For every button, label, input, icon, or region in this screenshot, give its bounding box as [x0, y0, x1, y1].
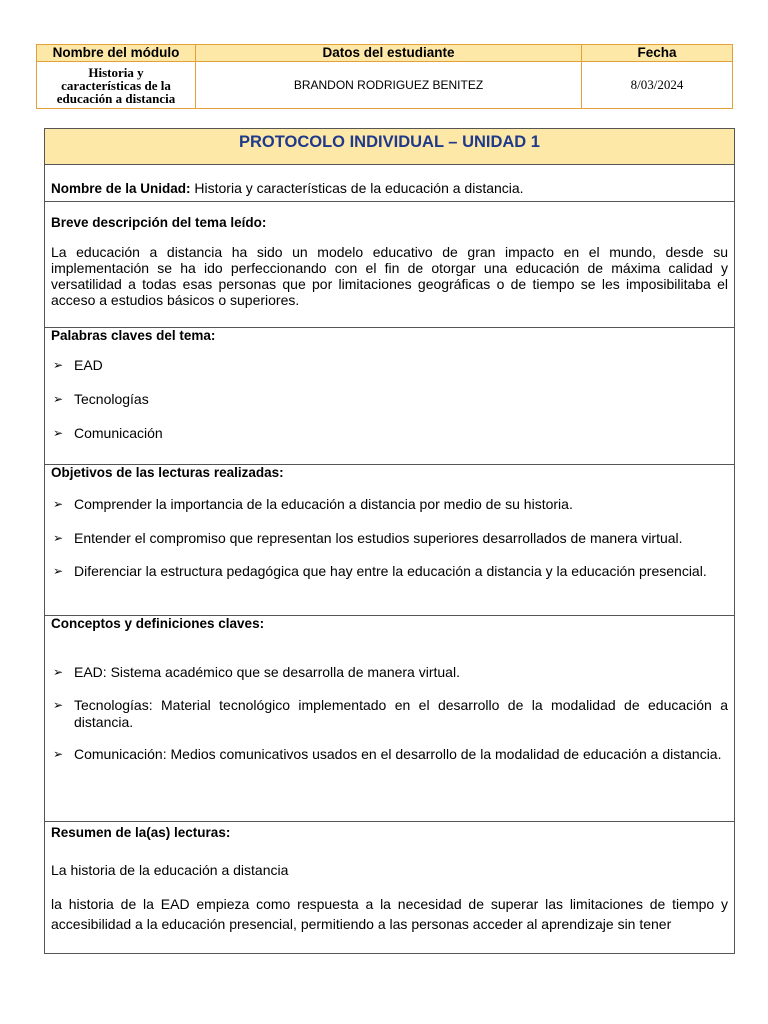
list-item: ➢ Tecnologías: Material tecnológico implementado en el desarrollo de la modalidad de educación a distancia. — [53, 697, 728, 730]
list-item: ➢ EAD: Sistema académico que se desarrolla de manera virtual. — [53, 664, 460, 680]
objectives-list — [51, 496, 728, 580]
module-name-line2: características de la — [61, 77, 171, 93]
student-name: BRANDON RODRIGUEZ BENITEZ — [196, 62, 582, 109]
unit-value: Historia y características de la educación a distancia. — [194, 180, 524, 196]
list-item: ➢ Comunicación — [53, 425, 163, 441]
arrow-bullet-icon: ➢ — [53, 698, 64, 712]
date-value: 8/03/2024 — [582, 62, 733, 109]
module-name-line1: Historia y — [88, 64, 144, 80]
arrow-bullet-icon: ➢ — [53, 531, 64, 545]
summary-heading: Resumen de la(as) lecturas: — [51, 825, 231, 840]
keywords-section — [45, 328, 734, 465]
header-col-module: Nombre del módulo — [37, 45, 196, 62]
header-col-date: Fecha — [582, 45, 733, 62]
header-col-student: Datos del estudiante — [196, 45, 582, 62]
list-item: ➢ Comprender la importancia de la educación a distancia por medio de su historia. — [53, 496, 573, 512]
list-item: ➢ Entender el compromiso que representan los estudios superiores desarrollados de manera virtual. — [53, 530, 683, 546]
concepts-section — [45, 616, 734, 822]
summary-title: La historia de la educación a distancia — [51, 862, 289, 878]
description-section — [45, 202, 734, 328]
description-text: La educación a distancia ha sido un modelo educativo de gran impacto en el mundo, desde su implementación se ha ido perfeccionando con el fin de otorgar una educación de máxima calidad y versatilidad a todas esas personas que por limitaciones geográficas o de tiempo se les imposibilitaba el acceso a estudios básicos o superiores. — [51, 244, 728, 308]
list-item: ➢ Diferenciar la estructura pedagógica que hay entre la educación a distancia y la educación presencial. — [53, 563, 707, 579]
keywords-heading: Palabras claves del tema: — [51, 328, 216, 343]
keywords-list — [51, 357, 728, 442]
list-item: ➢ Tecnologías — [53, 391, 149, 407]
arrow-bullet-icon: ➢ — [53, 564, 64, 578]
list-item: ➢ EAD — [53, 357, 103, 373]
arrow-bullet-icon: ➢ — [53, 747, 64, 761]
arrow-bullet-icon: ➢ — [53, 392, 64, 406]
summary-section — [45, 822, 734, 934]
arrow-bullet-icon: ➢ — [53, 426, 64, 440]
module-name-line3: educación a distancia — [56, 90, 176, 106]
description-heading: Breve descripción del tema leído: — [51, 215, 267, 230]
objectives-heading: Objetivos de las lecturas realizadas: — [51, 465, 284, 480]
concepts-list — [51, 664, 728, 763]
unit-label: Nombre de la Unidad: — [51, 181, 191, 196]
protocol-title: PROTOCOLO INDIVIDUAL – UNIDAD 1 — [45, 129, 734, 165]
concepts-heading: Conceptos y definiciones claves: — [51, 616, 265, 631]
header-table — [36, 44, 733, 109]
arrow-bullet-icon: ➢ — [53, 665, 64, 679]
list-item: ➢ Comunicación: Medios comunicativos usados en el desarrollo de la modalidad de educación a distancia. — [53, 746, 722, 762]
arrow-bullet-icon: ➢ — [53, 358, 64, 372]
module-name-cell — [37, 62, 196, 109]
objectives-section — [45, 465, 734, 616]
unit-section — [45, 165, 734, 202]
arrow-bullet-icon: ➢ — [53, 497, 64, 511]
summary-text: la historia de la EAD empieza como respuesta a la necesidad de superar las limitaciones de tiempo y accesibilidad a la educación presencial, permitiendo a las personas acceder al aprendizaje sin tener — [51, 896, 728, 932]
protocol-box — [44, 128, 735, 954]
